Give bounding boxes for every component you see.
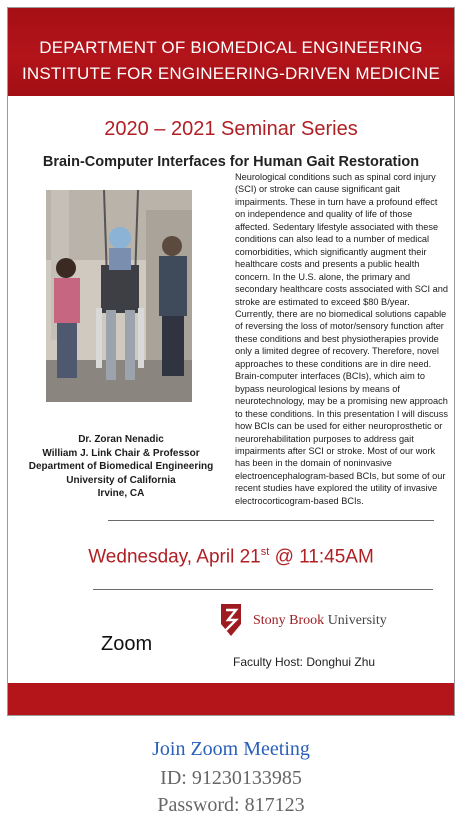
time-text: @ 11:45AM: [269, 546, 374, 568]
speaker-university: University of California: [66, 474, 176, 486]
divider-bottom: [93, 589, 433, 590]
seminar-datetime: [8, 546, 454, 568]
divider-top: [108, 520, 434, 521]
speaker-position: William J. Link Chair & Professor: [42, 447, 200, 459]
stony-brook-shield-icon: [221, 604, 241, 636]
institute-title: INSTITUTE FOR ENGINEERING-DRIVEN MEDICINE: [21, 64, 441, 83]
join-zoom-meeting-link[interactable]: Join Zoom Meeting: [152, 738, 310, 760]
speaker-lab-photo: [46, 190, 192, 402]
date-text: Wednesday, April 21: [88, 546, 261, 568]
seminar-series-title: 2020 – 2021 Seminar Series: [104, 118, 358, 140]
logo-stony-brook-text: Stony Brook: [253, 613, 325, 628]
speaker-info: [11, 433, 231, 501]
faculty-host: Faculty Host: Donghui Zhu: [233, 655, 376, 669]
speaker-department: Department of Biomedical Engineering: [28, 461, 214, 472]
seminar-poster: [7, 7, 455, 716]
footer-bar: [8, 683, 454, 715]
speaker-location: Irvine, CA: [97, 488, 145, 499]
talk-title: Brain-Computer Interfaces for Human Gait Restoration: [42, 154, 420, 170]
stony-brook-logo: [221, 604, 431, 640]
meeting-id: ID: 91230133985: [160, 767, 302, 789]
date-suffix: st: [260, 546, 270, 558]
header-banner: [8, 8, 454, 96]
department-title: DEPARTMENT OF BIOMEDICAL ENGINEERING: [39, 38, 423, 57]
venue-label: Zoom: [101, 633, 153, 655]
talk-abstract: Neurological conditions such as spinal cord injury (SCI) or stroke can cause significant gait impairments. These in turn have a profound effect on independence and quality of life of those affected. Sedentary lifestyle associated with these conditions can also lead to a number of medical comorbidities, which significantly augment their healthcare costs and presents a public health concern. In the U.S. alone, the primary and secondary healthcare costs associated with SCI and stroke are estimated to exceed $80 B/year. Currently, there are no biomedical solutions capable of reversing the loss of motor/sensory function after these conditions and best physiotherapies provide only a limited degree of recovery. Therefore, novel approaches to these conditions are in dire need. Brain-computer interfaces (BCIs), which aim to bypass neurological lesions by means of neurotechnology, may be a promising new approach to these conditions. In this presentation I will discuss how BCIs can be used for either neuroprosthetic or neurorehabilitation purposes to address gait impairments after SCI or stroke. Most of our work has been in the domain of noninvasive electroencephalogram-based BCIs, but some of our recent studies have explored the utility of invasive electrocorticogram-based BCIs.: [235, 172, 448, 506]
logo-university-text: University: [324, 613, 387, 628]
logo-wordmark: [253, 613, 387, 629]
speaker-name: Dr. Zoran Nenadic: [78, 434, 164, 445]
meeting-password: Password: 817123: [157, 794, 305, 816]
